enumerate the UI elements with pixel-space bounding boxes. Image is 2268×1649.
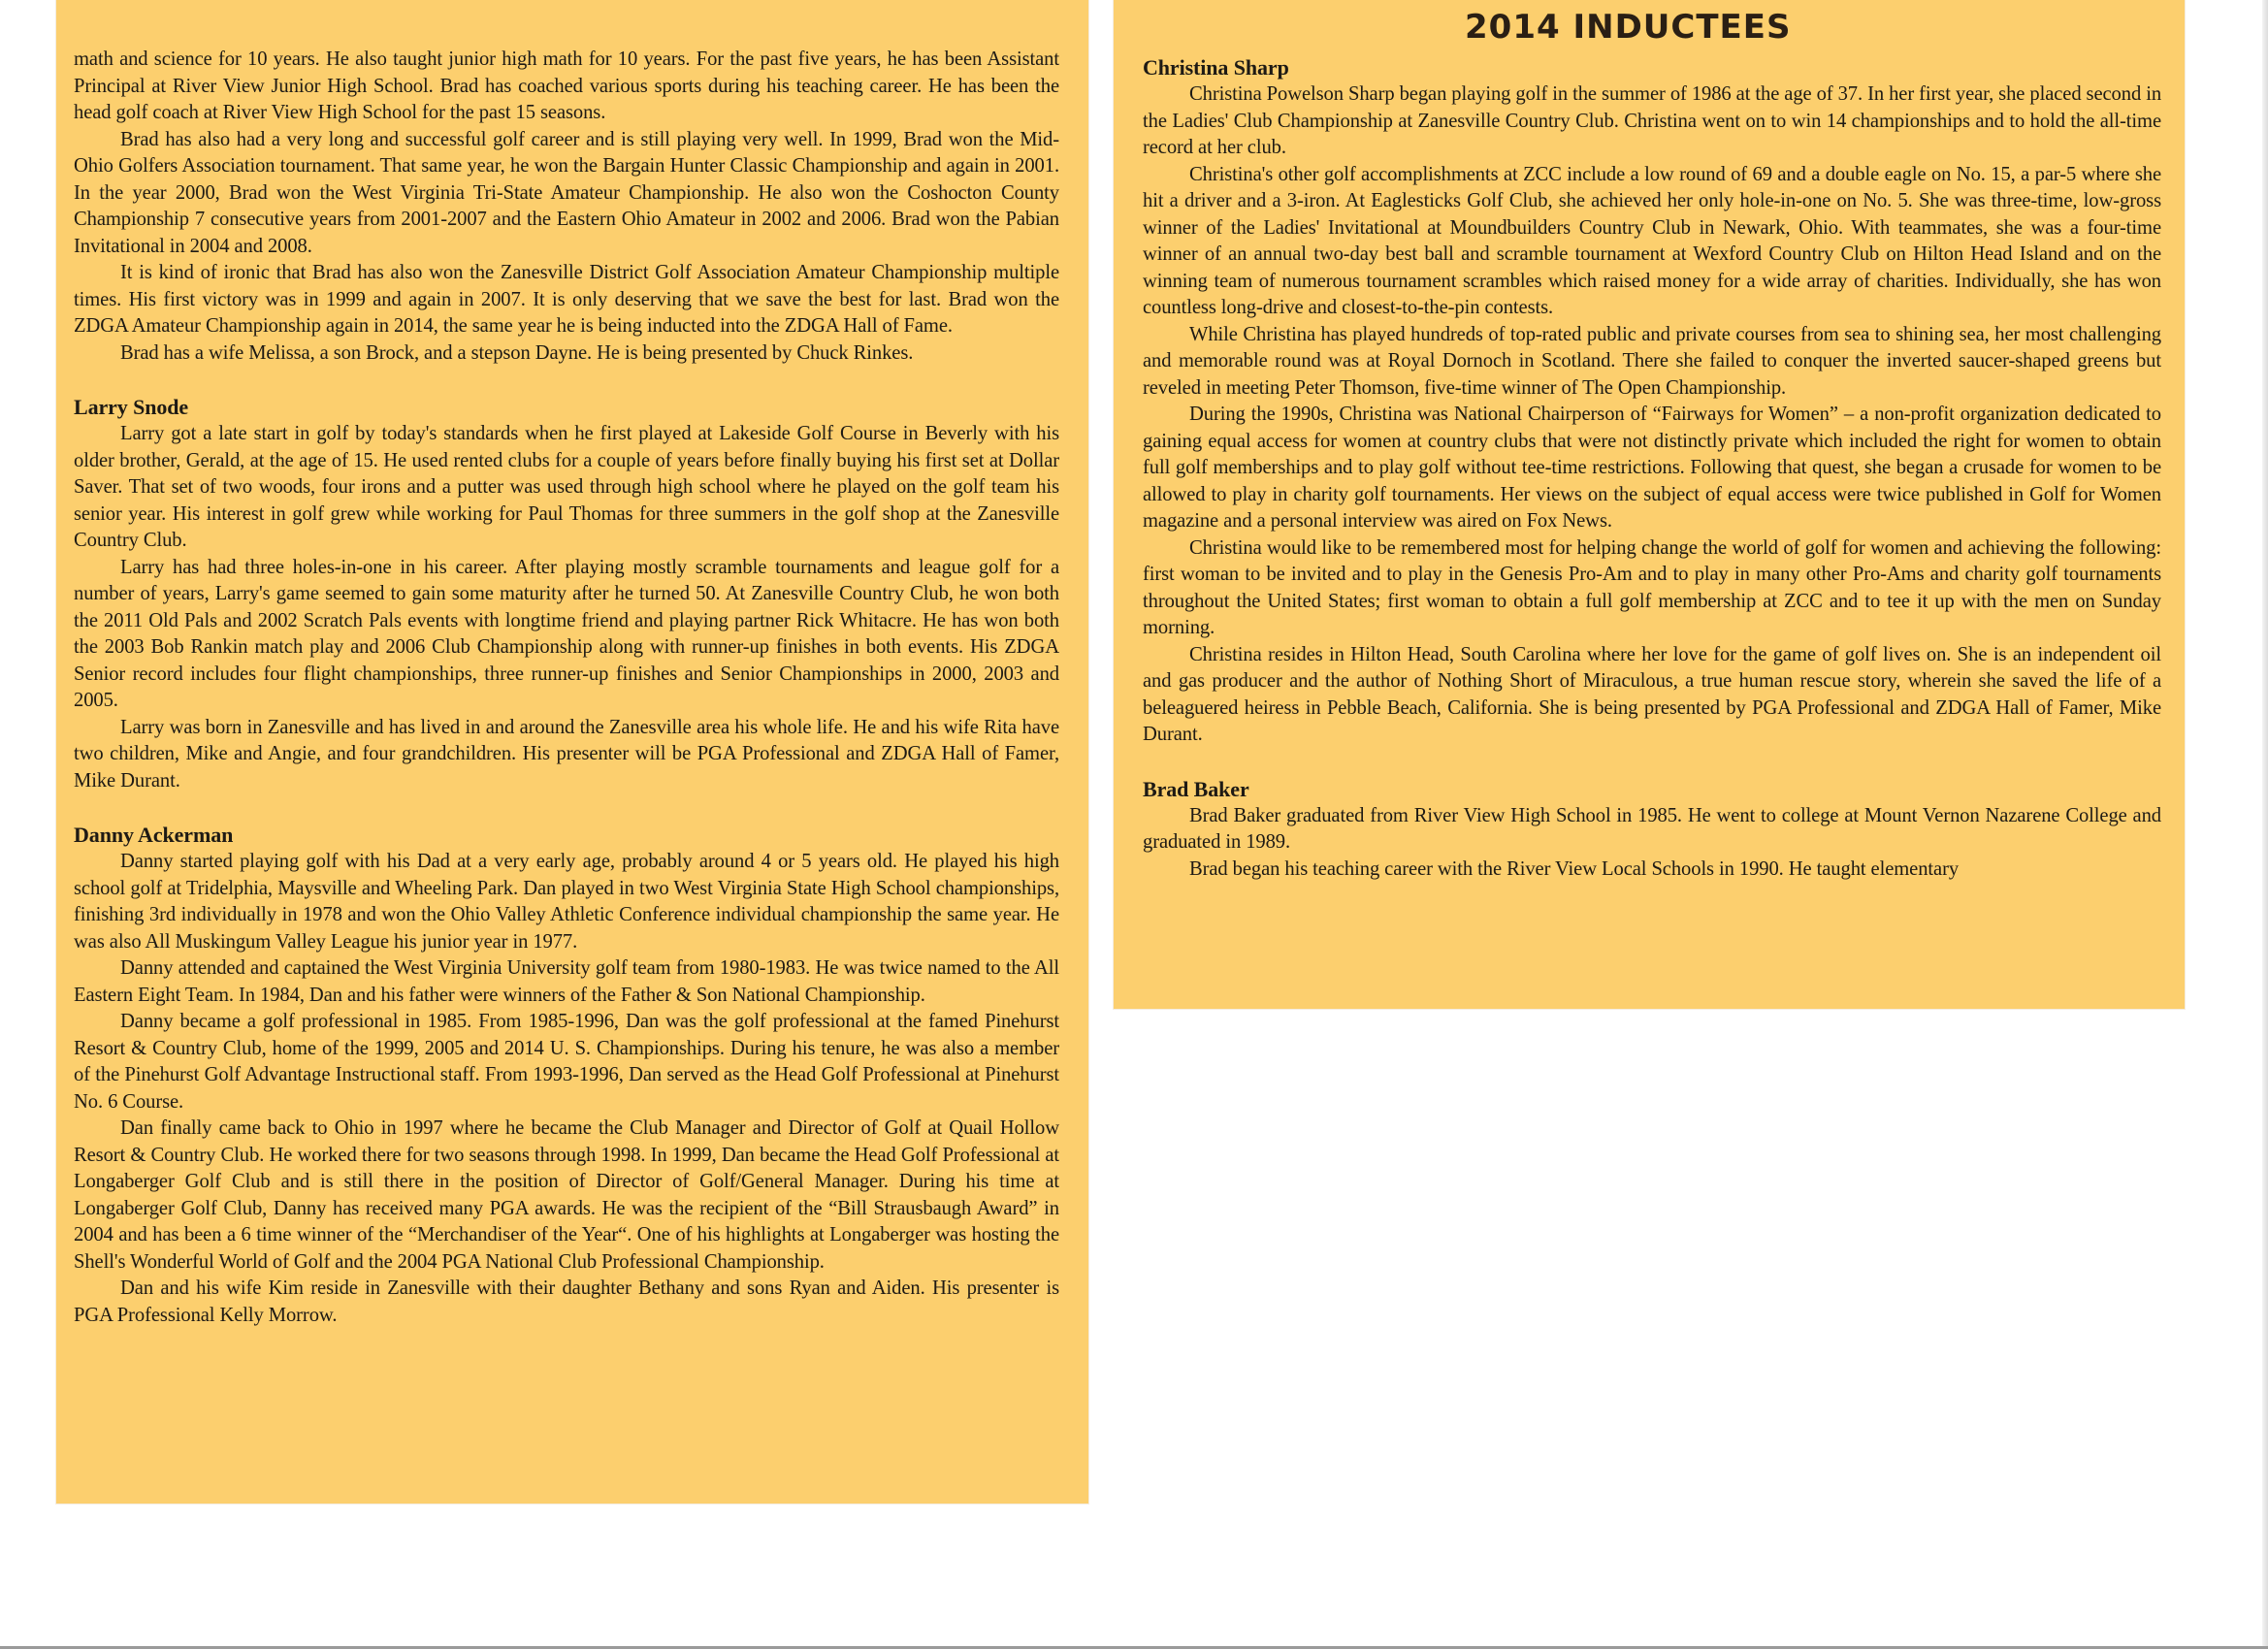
- right-column: [1143, 54, 2161, 883]
- christina-paragraph: Christina would like to be remembered most for helping change the world of golf for women and achieving the following: first woman to be invited and to play in the Genesis Pro-Am and to play in many other Pro-Ams and charity golf tournaments throughout the United States; first woman to obtain a full golf membership at ZCC and to tee it up with the men on Sunday morning.: [1143, 536, 2161, 638]
- danny-paragraph: Dan and his wife Kim reside in Zanesville with their daughter Bethany and sons Ryan and Aiden. His presenter is PGA Professional Kelly Morrow.: [74, 1277, 1059, 1326]
- section-gap: [74, 367, 1059, 394]
- brad-continued-paragraph: It is kind of ironic that Brad has also won the Zanesville District Golf Association Amateur Championship multiple times. His first victory was in 1999 and again in 2007. It is only deserving that we save the best for last. Brad won the ZDGA Amateur Championship again in 2014, the same year he is being inducted into the ZDGA Hall of Fame.: [74, 262, 1059, 337]
- larry-snode-heading: Larry Snode: [74, 395, 189, 419]
- danny-ackerman-heading: Danny Ackerman: [74, 823, 234, 847]
- larry-paragraph: Larry got a late start in golf by today's standards when he first played at Lakeside Golf Course in Beverly with his older brother, Gerald, at the age of 15. He used rented clubs for a couple of years before finally buying his first set at Dollar Saver. That set of two woods, four irons and a putter was used through high school where he played on the golf team his senior year. His interest in golf grew while working for Paul Thomas for three summers in the golf shop at the Zanesville Country Club.: [74, 423, 1059, 551]
- christina-paragraph: Christina's other golf accomplishments at ZCC include a low round of 69 and a double eagle on No. 15, a par-5 where she hit a driver and a 3-iron. At Eaglesticks Golf Club, she achieved her only hole-in-one on No. 5. She was three-time, low-gross winner of the Ladies' Invitational at Moundbuilders Country Club in Newark, Ohio. With teammates, she was a four-time winner of an annual two-day best ball and scramble tournament at Wexford Country Club on Hilton Head Island and on the winning team of numerous tournament scrambles which raised money for a wide array of charities. Individually, she has won countless long-drive and closest-to-the-pin contests.: [1143, 163, 2161, 318]
- christina-paragraph: Christina Powelson Sharp began playing golf in the summer of 1986 at the age of 37. In her first year, she placed second in the Ladies' Club Championship at Zanesville Country Club. Christina went on to win 14 championships and to hold the all-time record at her club.: [1143, 83, 2162, 158]
- brad-continued-paragraph: Brad has a wife Melissa, a son Brock, and a stepson Dayne. He is being presented by Chuck Rinkes.: [120, 341, 914, 364]
- brad-paragraph: Brad Baker graduated from River View High School in 1985. He went to college at Mount Vernon Nazarene College and graduated in 1989.: [1143, 804, 2161, 853]
- section-gap: [1143, 749, 2161, 776]
- right-page: [1114, 0, 2185, 1009]
- danny-paragraph: Danny attended and captained the West Virginia University golf team from 1980-1983. He was twice named to the All Eastern Eight Team. In 1984, Dan and his father were winners of the Father & Son National Championship.: [74, 957, 1059, 1006]
- christina-sharp-heading: Christina Sharp: [1143, 55, 1289, 80]
- scanner-edge: [2262, 0, 2268, 1649]
- christina-paragraph: During the 1990s, Christina was National Chairperson of “Fairways for Women” – a non-profit organization dedicated to gaining equal access for women at country clubs that were not distinctly private which included the right for women to obtain full golf memberships and to play golf without tee-time restrictions. Following that quest, she began a crusade for women to be allowed to play in charity golf tournaments. Her views on the subject of equal access were twice published in Golf for Women magazine and a personal interview was aired on Fox News.: [1143, 404, 2161, 532]
- section-gap: [74, 794, 1059, 822]
- brad-continued-paragraph: Brad has also had a very long and successful golf career and is still playing very well. In 1999, Brad won the Mid-Ohio Golfers Association tournament. That same year, he won the Bargain Hunter Classic Championship and again in 2001. In the year 2000, Brad won the West Virginia Tri-State Amateur Championship. He also won the Coshocton County Championship 7 consecutive years from 2001-2007 and the Eastern Ohio Amateur in 2002 and 2006. Brad won the Pabian Invitational in 2004 and 2008.: [74, 128, 1059, 257]
- brad-baker-heading: Brad Baker: [1143, 776, 1249, 801]
- brad-paragraph: Brad began his teaching career with the River View Local Schools in 1990. He taught elementary: [1189, 857, 1960, 880]
- larry-paragraph: Larry was born in Zanesville and has lived in and around the Zanesville area his whole life. He and his wife Rita have two children, Mike and Angie, and four grandchildren. His presenter will be PGA Professional and ZDGA Hall of Famer, Mike Durant.: [74, 716, 1059, 792]
- left-page: [56, 0, 1088, 1504]
- page-title: 2014 INDUCTEES: [1465, 8, 1792, 47]
- larry-paragraph: Larry has had three holes-in-one in his career. After playing mostly scramble tournaments and league golf for a number of years, Larry's game seemed to gain some maturity after he turned 50. At Zanesville Country Club, he won both the 2011 Old Pals and 2002 Scratch Pals events with longtime friend and playing partner Rick Whitacre. He has won both the 2003 Bob Rankin match play and 2006 Club Championship along with runner-up finishes in both events. His ZDGA Senior record includes four flight championships, three runner-up finishes and Senior Championships in 2000, 2003 and 2005.: [74, 556, 1059, 711]
- christina-paragraph: Christina resides in Hilton Head, South Carolina where her love for the game of golf lives on. She is an independent oil and gas producer and the author of Nothing Short of Miraculous, a true human rescue story, wherein she saved the life of a beleaguered heiress in Pebble Beach, California. She is being presented by PGA Professional and ZDGA Hall of Famer, Mike Durant.: [1143, 643, 2161, 745]
- danny-paragraph: Danny started playing golf with his Dad at a very early age, probably around 4 or 5 years old. He played his high school golf at Tridelphia, Maysville and Wheeling Park. Dan played in two West Virginia State High School championships, finishing 3rd individually in 1978 and won the Ohio Valley Athletic Conference individual championship the same year. He was also All Muskingum Valley League his junior year in 1977.: [74, 851, 1059, 953]
- left-column: [74, 47, 1059, 1329]
- danny-paragraph: Dan finally came back to Ohio in 1997 where he became the Club Manager and Director of Golf at Quail Hollow Resort & Country Club. He worked there for two seasons through 1998. In 1999, Dan became the Head Golf Professional at Longaberger Golf Club and is still there in the position of Director of Golf/General Manager. During his time at Longaberger Golf Club, Danny has received many PGA awards. He was the recipient of the “Bill Strausbaugh Award” in 2004 and has been a 6 time winner of the “Merchandiser of the Year“. One of his highlights at Longaberger was hosting the Shell's Wonderful World of Golf and the 2004 PGA National Club Professional Championship.: [74, 1117, 1059, 1273]
- brad-continued-paragraph: math and science for 10 years. He also taught junior high math for 10 years. For the past five years, he has been Assistant Principal at River View Junior High School. Brad has coached various sports during his teaching career. He has been the head golf coach at River View High School for the past 15 seasons.: [74, 48, 1059, 123]
- christina-paragraph: While Christina has played hundreds of top-rated public and private courses from sea to shining sea, her most challenging and memorable round was at Royal Dornoch in Scotland. There she failed to conquer the inverted saucer-shaped greens but reveled in meeting Peter Thomson, five-time winner of The Open Championship.: [1143, 323, 2161, 399]
- danny-paragraph: Danny became a golf professional in 1985. From 1985-1996, Dan was the golf professional at the famed Pinehurst Resort & Country Club, home of the 1999, 2005 and 2014 U. S. Championships. During his tenure, he was also a member of the Pinehurst Golf Advantage Instructional staff. From 1993-1996, Dan served as the Head Golf Professional at Pinehurst No. 6 Course.: [74, 1011, 1059, 1113]
